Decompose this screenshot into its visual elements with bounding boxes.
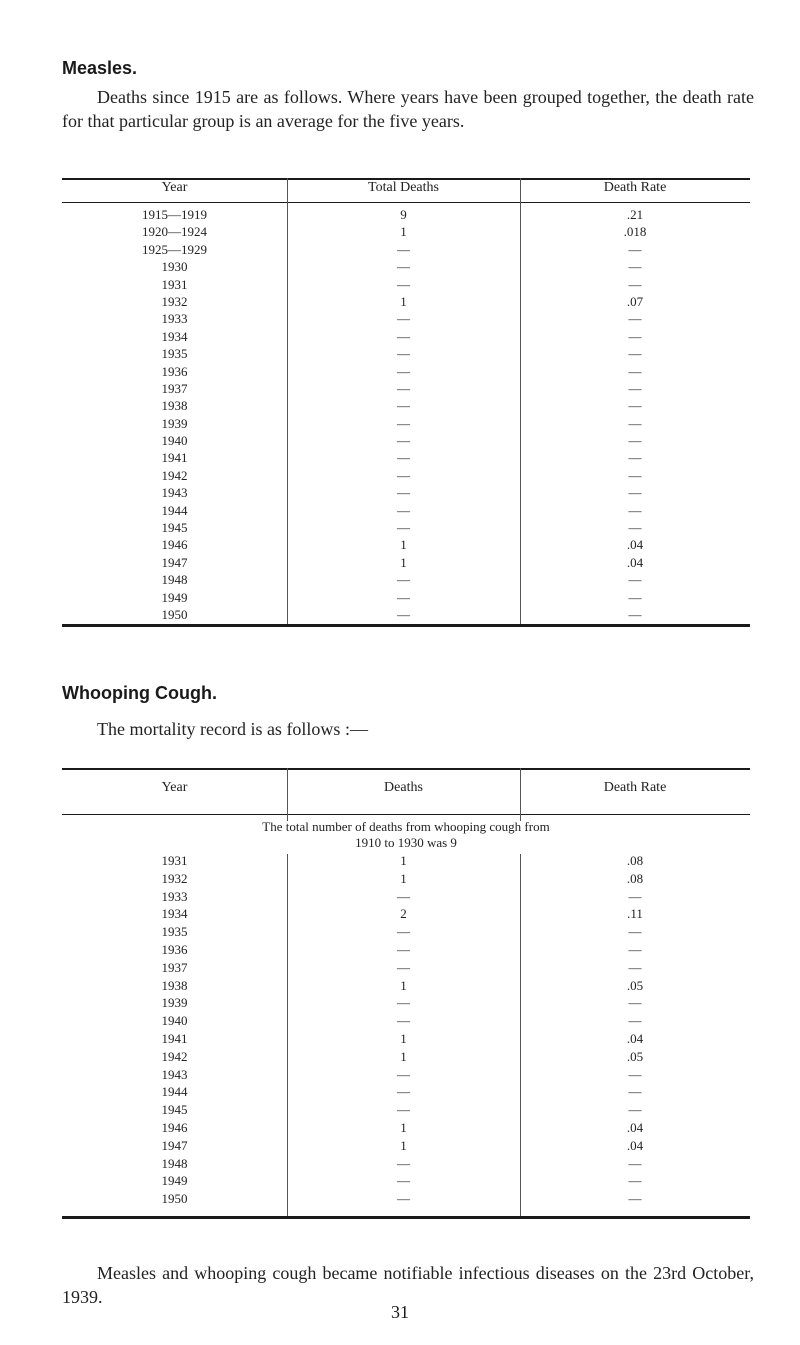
cell-rate: —	[628, 572, 642, 588]
table-row	[62, 1030, 750, 1048]
table-row	[62, 467, 750, 484]
cell-deaths: —	[397, 363, 410, 379]
cell-deaths: —	[397, 380, 410, 396]
table-row	[62, 1119, 750, 1137]
cell-deaths: 1	[400, 853, 407, 868]
measles-intro: Deaths since 1915 are as follows. Where years have been grouped together, the death rate for that particular group is an average for the five years.	[62, 87, 754, 131]
cell-rate: —	[628, 1066, 642, 1082]
cell-rate: —	[628, 1191, 642, 1207]
cell-rate: —	[628, 380, 642, 396]
measles-heading: Measles.	[62, 58, 138, 78]
cell-deaths: —	[397, 1084, 410, 1100]
measles-col-deaths: Total Deaths	[368, 180, 439, 195]
cell-year: 1941	[161, 1030, 188, 1046]
cell-rate: .08	[626, 870, 644, 886]
whooping-table-divider-1-top	[287, 768, 288, 821]
cell-year: 1936	[161, 941, 188, 957]
cell-year: 1920—1924	[142, 224, 207, 240]
cell-year: 1938	[161, 977, 188, 993]
table-row	[62, 923, 750, 941]
table-row	[62, 519, 750, 536]
table-row	[62, 1172, 750, 1190]
table-row	[62, 1066, 750, 1084]
cell-deaths: 1	[400, 293, 407, 309]
table-row	[62, 397, 750, 414]
whooping-col-deaths: Deaths	[384, 780, 423, 795]
cell-rate: .05	[626, 1048, 644, 1064]
measles-col-rate: Death Rate	[603, 180, 667, 195]
table-row	[62, 1190, 750, 1208]
cell-year: 1936	[161, 363, 188, 379]
cell-rate: .08	[626, 853, 644, 868]
cell-deaths: 1	[400, 1119, 407, 1135]
cell-year: 1932	[161, 870, 188, 886]
cell-rate: —	[628, 467, 642, 483]
cell-year: 1932	[161, 293, 188, 309]
cell-rate: —	[628, 363, 642, 379]
whooping-table-divider-2-top	[520, 768, 521, 821]
cell-deaths: —	[397, 606, 410, 622]
cell-rate: .04	[626, 537, 644, 553]
cell-deaths: —	[397, 995, 410, 1011]
cell-year: 1946	[161, 1119, 188, 1135]
table-row	[62, 223, 750, 240]
cell-deaths: —	[397, 241, 410, 257]
cell-year: 1948	[161, 1155, 188, 1171]
table-row	[62, 1155, 750, 1173]
cell-rate: —	[628, 1155, 642, 1171]
table-row	[62, 1048, 750, 1066]
cell-deaths: —	[397, 328, 410, 344]
cell-rate: —	[628, 398, 642, 414]
table-row	[62, 206, 750, 223]
cell-year: 1925—1929	[142, 241, 207, 257]
cell-rate: —	[628, 485, 642, 501]
table-row	[62, 258, 750, 275]
cell-rate: —	[628, 241, 642, 257]
cell-deaths: —	[397, 941, 410, 957]
cell-deaths: —	[397, 520, 410, 536]
cell-year: 1930	[161, 259, 188, 275]
cell-deaths: —	[397, 1066, 410, 1082]
cell-rate: —	[628, 606, 642, 622]
table-row	[62, 415, 750, 432]
cell-year: 1933	[161, 888, 188, 904]
cell-deaths: —	[397, 346, 410, 362]
table-row	[62, 905, 750, 923]
cell-deaths: —	[397, 433, 410, 449]
table-row	[62, 589, 750, 606]
cell-rate: —	[628, 941, 642, 957]
table-row	[62, 502, 750, 519]
cell-year: 1940	[161, 1013, 188, 1029]
cell-year: 1933	[161, 311, 188, 327]
cell-year: 1937	[161, 380, 188, 396]
cell-rate: —	[628, 1102, 642, 1118]
whooping-note-line-1: The total number of deaths from whooping cough from	[262, 819, 550, 834]
cell-deaths: —	[397, 1191, 410, 1207]
table-row	[62, 380, 750, 397]
table-row	[62, 1083, 750, 1101]
cell-year: 1940	[161, 433, 188, 449]
cell-deaths: —	[397, 259, 410, 275]
cell-deaths: 1	[400, 1030, 407, 1046]
table-row	[62, 870, 750, 888]
cell-year: 1950	[161, 1191, 188, 1207]
table-row	[62, 1137, 750, 1155]
cell-deaths: 1	[400, 224, 407, 240]
cell-rate: .04	[626, 1030, 644, 1046]
cell-year: 1915—1919	[142, 207, 207, 222]
cell-deaths: —	[397, 1013, 410, 1029]
table-row	[62, 941, 750, 959]
cell-year: 1949	[161, 589, 188, 605]
cell-year: 1939	[161, 995, 188, 1011]
table-row	[62, 293, 750, 310]
cell-rate: .04	[626, 1137, 644, 1153]
cell-deaths: 1	[400, 870, 407, 886]
cell-deaths: —	[397, 467, 410, 483]
table-row	[62, 1012, 750, 1030]
cell-year: 1947	[161, 1137, 188, 1153]
cell-deaths: 2	[400, 906, 407, 922]
table-row	[62, 536, 750, 553]
cell-year: 1945	[161, 1102, 188, 1118]
cell-year: 1935	[161, 924, 188, 940]
cell-year: 1942	[161, 467, 188, 483]
measles-table-header	[62, 180, 750, 196]
cell-rate: —	[628, 924, 642, 940]
cell-rate: —	[628, 1173, 642, 1189]
cell-deaths: —	[397, 1155, 410, 1171]
cell-rate: .04	[626, 554, 644, 570]
cell-rate: —	[628, 276, 642, 292]
table-row	[62, 276, 750, 293]
cell-rate: .04	[626, 1119, 644, 1135]
table-row	[62, 484, 750, 501]
whooping-intro: The mortality record is as follows :—	[97, 719, 368, 739]
cell-rate: .11	[627, 906, 643, 922]
cell-year: 1931	[161, 853, 188, 868]
cell-deaths: —	[397, 450, 410, 466]
cell-year: 1944	[161, 502, 188, 518]
cell-deaths: 1	[400, 1137, 407, 1153]
cell-deaths: —	[397, 502, 410, 518]
cell-year: 1945	[161, 520, 188, 536]
cell-deaths: 1	[400, 977, 407, 993]
cell-deaths: —	[397, 1102, 410, 1118]
cell-year: 1950	[161, 606, 188, 622]
table-row	[62, 310, 750, 327]
cell-year: 1947	[161, 554, 188, 570]
cell-rate: —	[628, 415, 642, 431]
table-row	[62, 888, 750, 906]
cell-rate: —	[628, 995, 642, 1011]
measles-col-year: Year	[161, 180, 188, 195]
table-row	[62, 432, 750, 449]
cell-rate: —	[628, 346, 642, 362]
cell-deaths: —	[397, 311, 410, 327]
measles-table	[62, 178, 750, 630]
table-row	[62, 1101, 750, 1119]
whooping-heading: Whooping Cough.	[62, 683, 217, 703]
table-row	[62, 606, 750, 623]
cell-deaths: 1	[400, 1048, 407, 1064]
cell-rate: .05	[626, 977, 644, 993]
cell-rate: —	[628, 589, 642, 605]
cell-year: 1931	[161, 276, 188, 292]
whooping-col-year: Year	[161, 780, 188, 795]
whooping-table-bottom-rule	[62, 1216, 750, 1219]
cell-rate: —	[628, 328, 642, 344]
cell-deaths: —	[397, 572, 410, 588]
cell-year: 1934	[161, 906, 188, 922]
measles-table-body	[62, 206, 750, 623]
whooping-table-header	[62, 780, 750, 796]
cell-year: 1942	[161, 1048, 188, 1064]
cell-year: 1941	[161, 450, 188, 466]
whooping-table-body	[62, 852, 750, 1208]
cell-year: 1946	[161, 537, 188, 553]
cell-rate: .018	[623, 224, 647, 240]
table-row	[62, 363, 750, 380]
cell-year: 1943	[161, 485, 188, 501]
page-number: 31	[391, 1302, 409, 1322]
cell-year: 1944	[161, 1084, 188, 1100]
cell-rate: —	[628, 1013, 642, 1029]
table-row	[62, 977, 750, 995]
cell-rate: —	[628, 311, 642, 327]
cell-deaths: 9	[400, 207, 407, 222]
table-row	[62, 571, 750, 588]
cell-rate: —	[628, 433, 642, 449]
cell-deaths: 1	[400, 554, 407, 570]
cell-deaths: —	[397, 415, 410, 431]
measles-table-header-rule	[62, 202, 750, 203]
cell-rate: —	[628, 502, 642, 518]
cell-rate: —	[628, 520, 642, 536]
cell-rate: .21	[626, 207, 644, 222]
table-row	[62, 241, 750, 258]
whooping-col-rate: Death Rate	[603, 780, 667, 795]
cell-rate: —	[628, 959, 642, 975]
table-row	[62, 554, 750, 571]
cell-year: 1949	[161, 1173, 188, 1189]
cell-deaths: —	[397, 924, 410, 940]
cell-rate: —	[628, 259, 642, 275]
whooping-table	[62, 768, 750, 1233]
cell-deaths: 1	[400, 537, 407, 553]
cell-year: 1935	[161, 346, 188, 362]
measles-table-bottom-rule	[62, 624, 750, 627]
table-row	[62, 345, 750, 362]
cell-deaths: —	[397, 589, 410, 605]
cell-year: 1939	[161, 415, 188, 431]
table-row	[62, 328, 750, 345]
cell-deaths: —	[397, 485, 410, 501]
cell-year: 1943	[161, 1066, 188, 1082]
whooping-table-header-rule	[62, 814, 750, 815]
table-row	[62, 994, 750, 1012]
whooping-note-line-2: 1910 to 1930 was 9	[355, 835, 457, 850]
whooping-table-top-rule	[62, 768, 750, 770]
cell-deaths: —	[397, 276, 410, 292]
cell-year: 1934	[161, 328, 188, 344]
cell-deaths: —	[397, 888, 410, 904]
closing-paragraph: Measles and whooping cough became notifiable infectious diseases on the 23rd October, 1939.	[62, 1263, 754, 1307]
cell-year: 1938	[161, 398, 188, 414]
cell-deaths: —	[397, 959, 410, 975]
cell-deaths: —	[397, 1173, 410, 1189]
cell-year: 1948	[161, 572, 188, 588]
cell-rate: —	[628, 450, 642, 466]
table-row	[62, 852, 750, 870]
cell-rate: —	[628, 1084, 642, 1100]
table-row	[62, 449, 750, 466]
cell-year: 1937	[161, 959, 188, 975]
cell-deaths: —	[397, 398, 410, 414]
table-row	[62, 959, 750, 977]
cell-rate: —	[628, 888, 642, 904]
cell-rate: .07	[626, 293, 644, 309]
